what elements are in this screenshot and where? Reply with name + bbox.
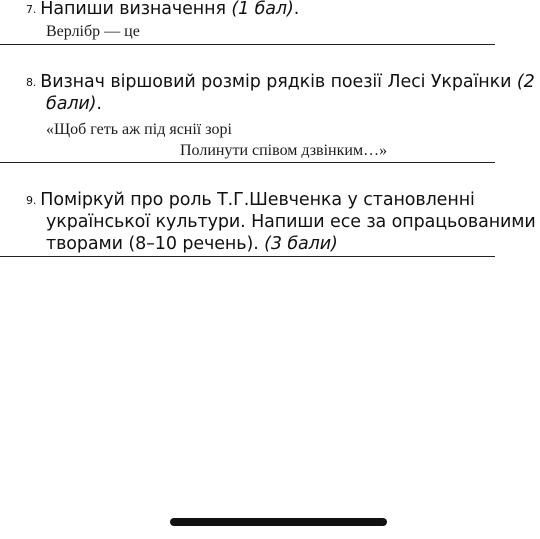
question-9-number: 9. (26, 194, 37, 207)
question-7-number: 7. (26, 3, 37, 16)
question-7-tail: . (293, 0, 300, 19)
poem-quote-line-1: «Щоб геть аж під яснії зорі (46, 121, 232, 138)
question-8-number: 8. (26, 76, 37, 89)
question-8-text: Визнач віршовий розмір рядків поезії Лесі Українки (40, 72, 517, 92)
question-9-points: (3 бали) (264, 234, 338, 254)
home-indicator[interactable] (170, 518, 387, 526)
question-9-text-line-3: творами (8–10 речень). (46, 234, 265, 254)
answer-line-7 (0, 44, 495, 45)
question-7-points: (1 бал) (231, 0, 294, 19)
answer-line-9 (0, 256, 495, 257)
question-9-title-line-1 (26, 189, 475, 212)
answer-line-8 (0, 162, 495, 163)
question-8-title-line-1 (26, 71, 535, 94)
poem-quote-line-2: Полинути співом дзвінким…» (180, 142, 388, 159)
question-7-answer-prompt: Верлібр — це (46, 23, 140, 40)
question-8-points-part-1: (2 (516, 72, 535, 92)
question-8-tail: . (96, 94, 102, 114)
question-9-text-line-1: Поміркуй про роль Т.Г.Шевченка у становленні (40, 190, 475, 210)
question-7-text: Напиши визначення (40, 0, 232, 19)
question-9-title-line-3 (46, 233, 338, 255)
question-7-title (26, 0, 299, 21)
question-8-title-line-2 (46, 93, 102, 115)
question-9-text-line-2: української культури. Напиши есе за опрацьованими (46, 212, 536, 232)
question-8-points-part-2: бали) (46, 94, 97, 114)
